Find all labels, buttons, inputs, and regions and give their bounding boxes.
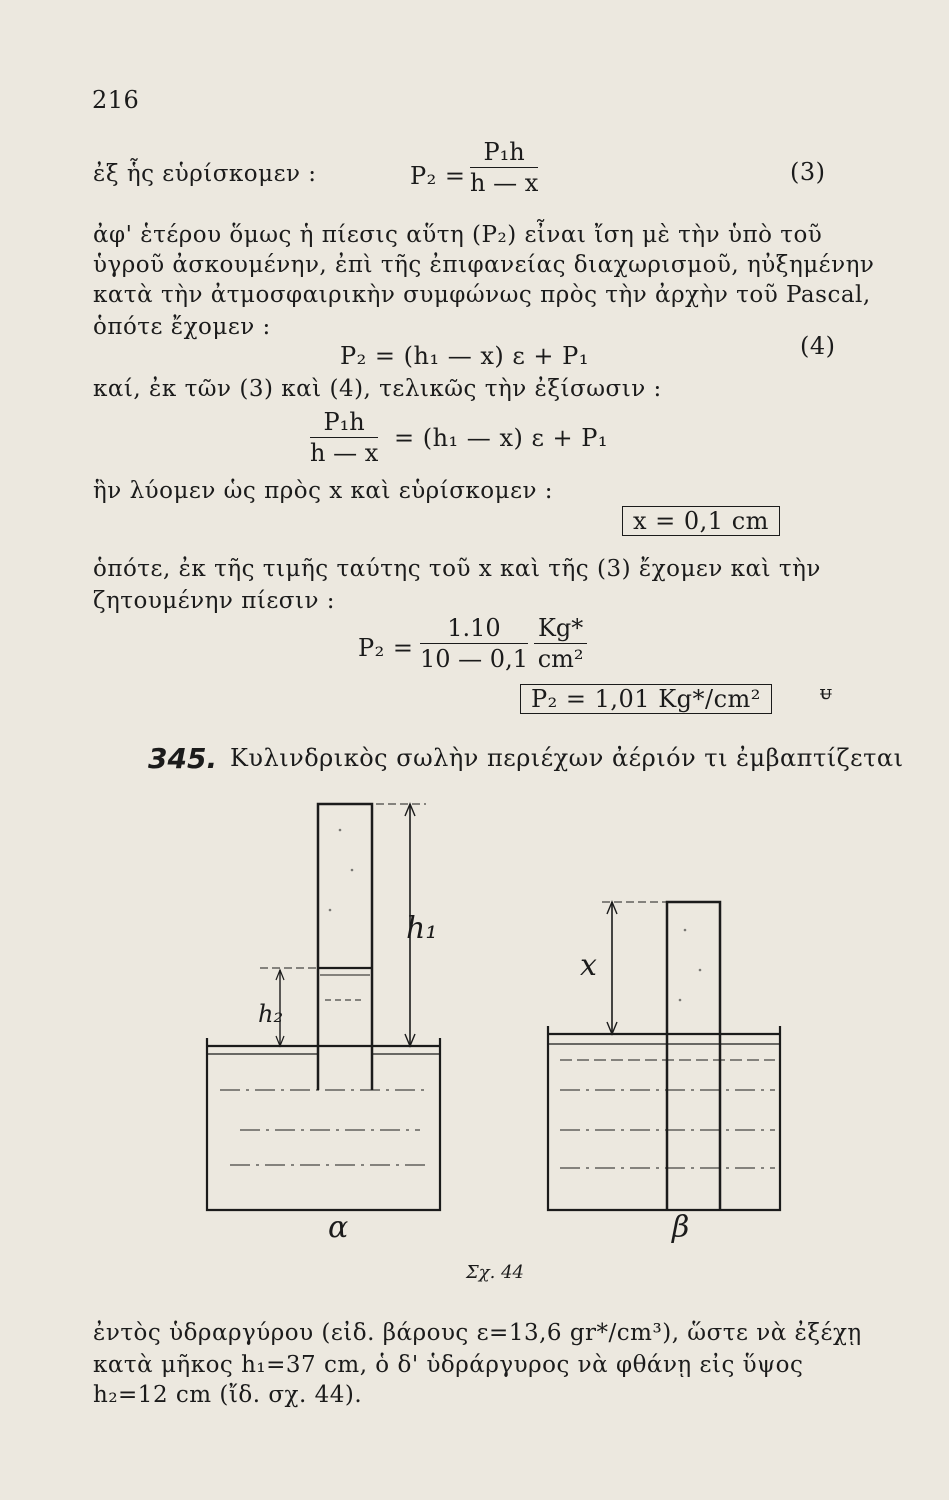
tube-b [667,902,720,1210]
text-line: ὁπότε ἔχομεν : [93,314,271,340]
text-line: ἣν λύομεν ὡς πρὸς x καὶ εὑρίσκομεν : [93,478,554,504]
fraction-denominator: h — x [470,169,539,197]
h2-label: h₂ [258,1000,284,1028]
equation-5-fraction [310,408,378,467]
text-line: κατὰ τὴν ἀτμοσφαιρικὴν συμφώνως πρὸς τὴν ἀρχὴν τοῦ Pascal, [93,282,871,308]
fraction-denominator: 10 — 0,1 [420,645,528,673]
text-line: ἐξ ἧς εὑρίσκομεν : [93,161,317,187]
text-line: ἀφ' ἑτέρου ὅμως ἡ πίεσις αὕτη (P₂) εἶναι ἴση μὲ τὴν ὑπὸ τοῦ [93,222,823,248]
vessel-a [207,1038,440,1210]
text-line: κατὰ μῆκος h₁=37 cm, ὁ δ' ὑδράργυρος νὰ φθάνῃ εἰς ὕψος [93,1352,804,1378]
equation-tag: (3) [790,158,826,186]
text-line: ζητουμένην πίεσιν : [93,588,336,614]
equation-4: P₂ = (h₁ — x) ε + P₁ [340,342,589,370]
section-number: 345. [148,742,218,775]
equation-6-fraction1 [420,614,528,673]
fraction-denominator: h — x [310,439,379,467]
fraction-numerator: P₁h [310,408,378,438]
text-line: ὑγροῦ ἀσκουμένην, ἐπὶ τῆς ἐπιφανείας διαχωρισμοῦ, ηὐξημένην [93,252,875,278]
section-heading-text: Κυλινδρικὸς σωλὴν περιέχων ἀέριόν τι ἐμβαπτίζεται [230,744,904,772]
equation-6-lhs: P₂ = [358,634,414,662]
fraction-numerator: Kg* [534,614,587,644]
figure-caption: Σχ. 44 [466,1262,524,1283]
page-number: 216 [92,86,140,114]
equation-6-fraction2 [534,614,587,673]
margin-mark: ᵾ [820,680,833,704]
figure-label-b: β [672,1210,690,1245]
vessel-b [548,1026,780,1210]
result-x-box: x = 0,1 cm [622,506,780,536]
text-line: καί, ἐκ τῶν (3) καὶ (4), τελικῶς τὴν ἐξίσωσιν : [93,376,662,402]
fraction-numerator: 1.10 [420,614,528,644]
figure-label-a: α [328,1210,349,1245]
equation-tag: (4) [800,332,836,360]
text-line: ἐντὸς ὑδραργύρου (εἰδ. βάρους ε=13,6 gr*/cm³), ὥστε νὰ ἐξέχῃ [93,1320,862,1346]
text-line: ὁπότε, ἐκ τῆς τιμῆς ταύτης τοῦ x καὶ τῆς (3) ἔχομεν καὶ τὴν [93,556,821,582]
equation-5-rhs: = (h₁ — x) ε + P₁ [394,424,609,452]
figure-44 [180,790,820,1240]
fraction-numerator: P₁h [470,138,538,168]
equation-3-fraction [470,138,538,197]
fraction-denominator: cm² [537,645,584,673]
x-label: x [580,948,597,983]
equation-3-lhs: P₂ = [410,162,466,190]
result-p-box: P₂ = 1,01 Kg*/cm² [520,684,772,714]
text-line: h₂=12 cm (ἴδ. σχ. 44). [93,1382,363,1408]
h1-label: h₁ [406,911,438,946]
